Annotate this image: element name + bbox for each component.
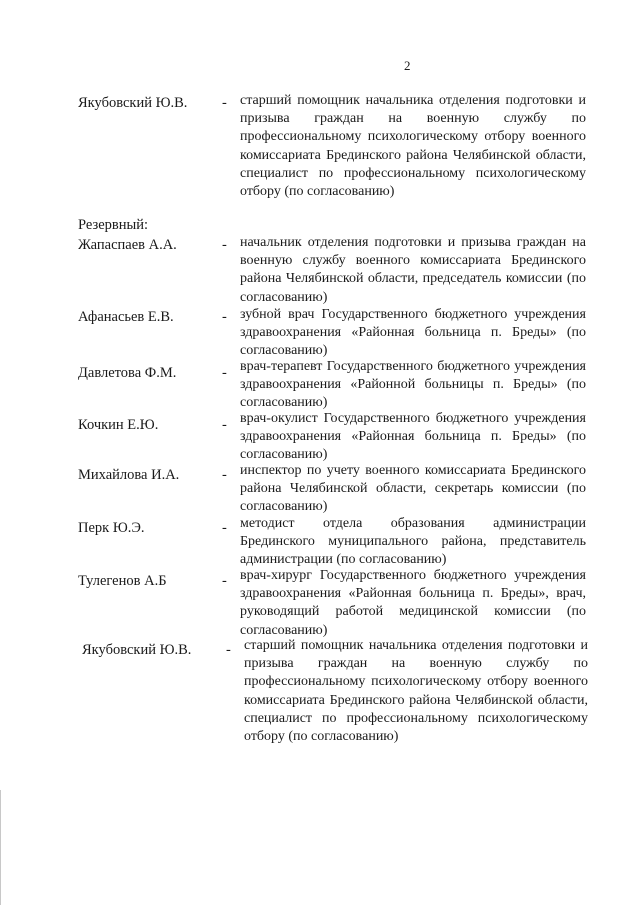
member-description: старший помощник начальника отделения подготовки и призыва граждан на военную службу по профессиональному психологическому отбору военного комиссариата Брединского района Челябинской области, специалист по профессиональному психологическому отбору (по согласованию) [240,93,586,200]
member-name: Тулегенов А.Б [78,573,167,589]
member-name: Михайлова И.А. [78,467,180,483]
dash-separator: - [222,520,227,536]
member-name: Афанасьев Е.В. [78,309,174,325]
member-description: инспектор по учету военного комиссариата Брединского района Челябинской области, секретарь комиссии (по согласованию) [240,463,586,515]
dash-separator: - [226,642,231,658]
member-name: Кочкин Е.Ю. [78,417,159,433]
page-number: 2 [404,58,411,73]
scan-edge-line [0,790,1,905]
member-description: начальник отделения подготовки и призыва граждан на военную службу военного комиссариата Брединского района Челябинской области, председатель комиссии (по согласованию) [240,235,586,305]
dash-separator: - [222,95,227,111]
dash-separator: - [222,417,227,433]
member-name: Давлетова Ф.М. [78,365,177,381]
dash-separator: - [222,467,227,483]
dash-separator: - [222,365,227,381]
member-description: врач-окулист Государственного бюджетного учреждения здравоохранения «Районная больница п. Бреды» (по согласованию) [240,411,586,463]
member-description: зубной врач Государственного бюджетного учреждения здравоохранения «Районная больница п. Бреды» (по согласованию) [240,307,586,359]
member-name: Перк Ю.Э. [78,520,145,536]
member-description: старший помощник начальника отделения подготовки и призыва граждан на военную службу по профессиональному психологическому отбору военного комиссариата Брединского района Челябинской области, специалист по профессиональному психологическому отбору (по согласованию) [244,638,588,745]
member-name: Жапаспаев А.А. [78,237,177,253]
dash-separator: - [222,237,227,253]
dash-separator: - [222,309,227,325]
member-name: Якубовский Ю.В. [78,95,188,111]
dash-separator: - [222,573,227,589]
member-name: Якубовский Ю.В. [82,642,192,658]
member-description: методист отдела образования администрации Брединского муниципального района, представитель администрации (по согласованию) [240,516,586,568]
member-description: врач-хирург Государственного бюджетного учреждения здравоохранения «Районная больница п. Бреды», врач, руководящий работой медицинской комиссии (по согласованию) [240,568,586,638]
member-description: врач-терапевт Государственного бюджетного учреждения здравоохранения «Районной больницы п. Бреды» (по согласованию) [240,359,586,411]
reserve-section-label: Резервный: [78,217,149,233]
